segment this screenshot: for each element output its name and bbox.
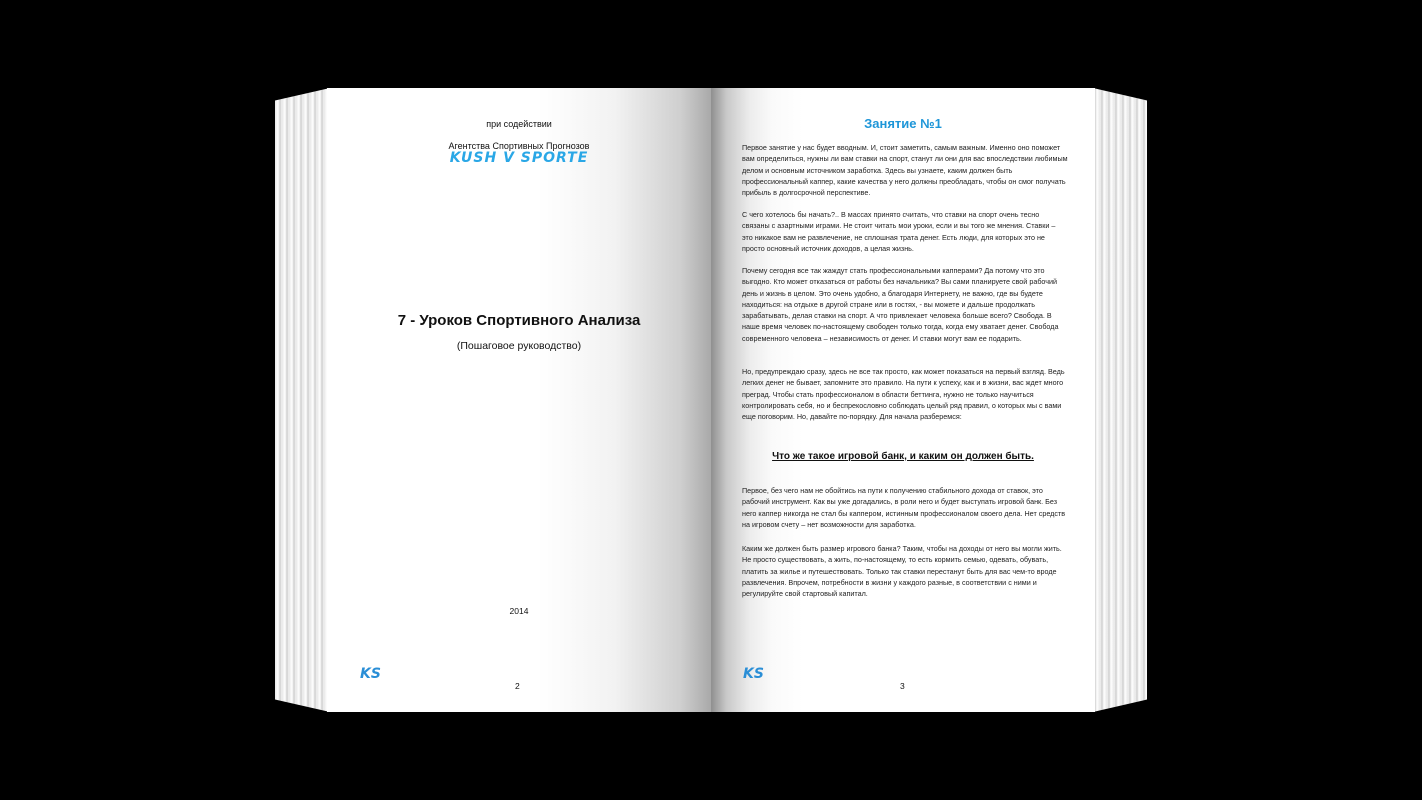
right-page-stack-edges [1093,88,1147,712]
assist-text: при содействии [486,119,552,129]
book-subtitle: (Пошаговое руководство) [456,340,582,352]
section-heading: Что же такое игровой банк, и каким он должен быть. [772,451,1034,462]
book-title: 7 - Уроков Спортивного Анализа [397,312,641,329]
right-page[interactable] [711,88,1095,712]
brand-logo-text: KUSH V SPORTE [449,150,589,166]
paragraph: С чего хотелось бы начать?.. В массах принято считать, что ставки на спорт очень тесно связаны с азартными играми. Не стоит читать мои уроки, если и вы того же мнения. Ставки – это никакое вам не развлечение, не сплошная трата денег. Есть люди, для которых это не просто основный источник доходов, а целая жизнь. [742,210,1056,253]
paragraph: Первое занятие у нас будет вводным. И, стоит заметить, самым важным. Именно оно поможет вам определиться, нужны ли вам ставки на спорт, станут ли они для вас впоследствии любимым делом и основным источником заработка. Здесь вы узнаете, каким должен быть профессиональный каппер, какие качества у него должны преобладать, чтобы он смог получать прибыль в долгосрочной перспективе. [742,143,1068,198]
paragraph: Почему сегодня все так жаждут стать профессиональными капперами? Да потому что это выгодно. Кто может отказаться от работы без начальника? Вы сами планируете свой рабочий день и жизнь в целом. Это очень удобно, а благодаря Интернету, не важно, где вы будете находиться: на отдыхе в другой стране или в гостях, - вы можете и дальше продолжать зарабатывать, делая ставки на спорт. А что привлекает человека больше всего? Свобода. В наше время человек по-настоящему свободен только тогда, когда ему хватает денег. Свобода современного человека – независимость от денег. И ставки могут вам ее подарить. [742,266,1059,343]
paragraph: Первое, без чего нам не обойтись на пути к получению стабильного дохода от ставок, это рабочий инструмент. Как вы уже догадались, в роли него и будет выступать игровой банк. Без него каппер никогда не стал бы каппером, истинным профессионалом своего дела. Нет средств на игровом счету – нет возможности для заработка. [742,486,1066,529]
paragraph: Каким же должен быть размер игрового банка? Таким, чтобы на доходы от него вы могли жить. Не просто существовать, а жить, по-настоящему, то есть кормить семью, одевать, обувать, платить за жилье и путешествовать. Только так ставки перестанут быть для вас чем-то вроде развлечения. Впрочем, потребности в жизни у каждого разные, в соответствии с ними и регулируйте свой стартовый капитал. [742,544,1062,599]
page-number-right: 3 [900,681,905,691]
page-number-left: 2 [515,681,520,691]
ks-logo: KS [360,666,381,682]
left-page-stack-edges [275,88,330,712]
lesson-title: Занятие №1 [864,116,942,131]
left-page[interactable] [327,88,711,712]
ks-logo: KS [743,666,764,682]
publication-year: 2014 [509,606,529,616]
agency-text: Агентства Спортивных Прогнозов [448,141,590,151]
paragraph: Но, предупреждаю сразу, здесь не все так просто, как может показаться на первый взгляд. Ведь легких денег не бывает, запомните это правило. На пути к успеху, как и в жизни, вас ждет много преград. Чтобы стать профессионалом в области беттинга, нужно не только научиться контролировать себя, но и беспрекословно соблюдать целый ряд правил, о которых мы с вами еще поговорим. Но, давайте по-порядку. Для начала разберемся: [742,367,1065,422]
